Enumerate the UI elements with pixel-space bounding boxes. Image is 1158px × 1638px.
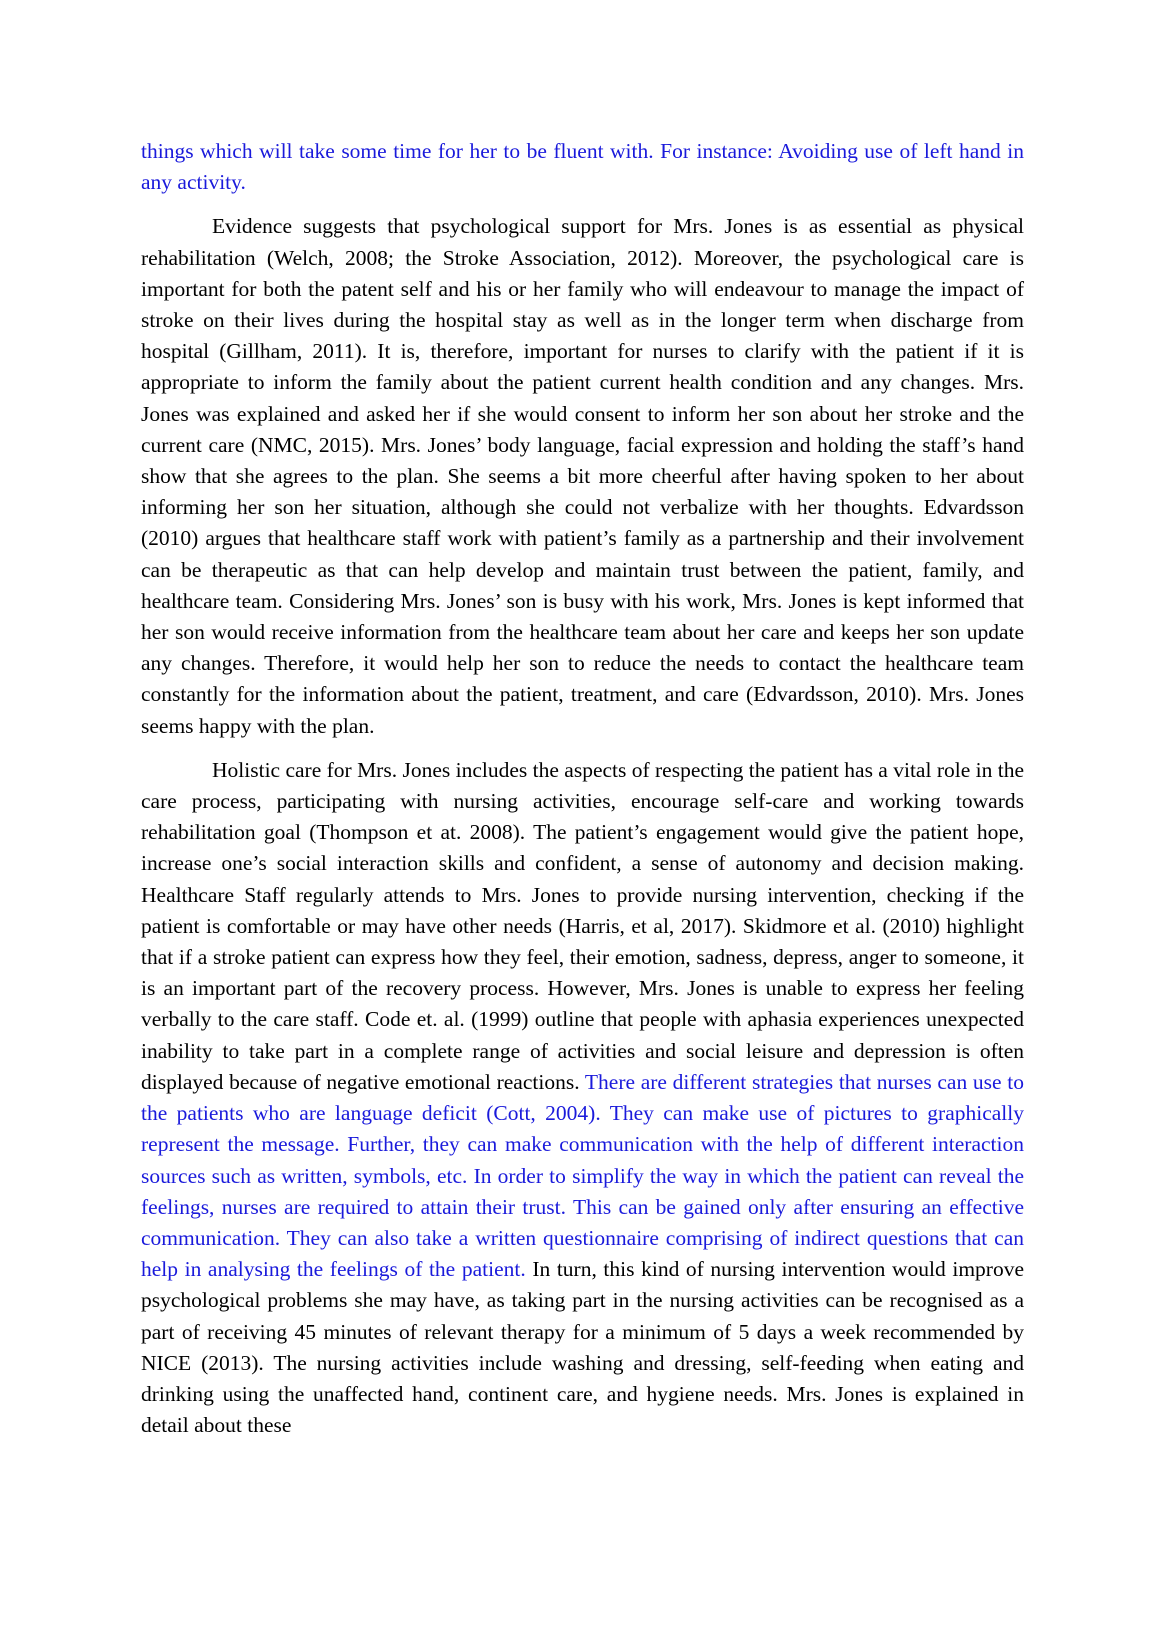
paragraph-holistic-care (141, 755, 1024, 1441)
body-text: Holistic care for Mrs. Jones includes the aspects of respecting the patient has a vital role in the care process, participating with nursing activities, encourage self-care and working towards rehabilitation goal (Thompson et at. 2008). The patient’s engagement would give the patient hope, increase one’s social interaction skills and confident, a sense of autonomy and decision making. Healthcare Staff regularly attends to Mrs. Jones to provide nursing intervention, checking if the patient is comfortable or may have other needs (Harris, et al, 2017). Skidmore et al. (2010) highlight that if a stroke patient can express how they feel, their emotion, sadness, depress, anger to someone, it is an important part of the recovery process. However, Mrs. Jones is unable to express her feeling verbally to the care staff. Code et. al. (1999) outline that people with aphasia experiences unexpected inability to take part in a complete range of activities and social leisure and depression is often displayed because of negative emotional reactions. (141, 757, 1024, 1094)
highlighted-text: things which will take some time for her to be fluent with. For instance: Avoiding use of left hand in any activity. (141, 139, 1024, 195)
body-text: Evidence suggests that psychological support for Mrs. Jones is as essential as physical rehabilitation (Welch, 2008; the Stroke Association, 2012). Moreover, the psychological care is important for both the patent self and his or her family who will endeavour to manage the impact of stroke on their lives during the hospital stay as well as in the longer term when discharge from hospital (Gillham, 2011). It is, therefore, important for nurses to clarify with the patient if it is appropriate to inform the family about the patient current health condition and any changes. Mrs. Jones was explained and asked her if she would consent to inform her son about her stroke and the current care (NMC, 2015). Mrs. Jones’ body language, facial expression and holding the staff’s hand show that she agrees to the plan. She seems a bit more cheerful after having spoken to her about informing her son her situation, although she could not verbalize with her thoughts. Edvardsson (2010) argues that healthcare staff work with patient’s family as a partnership and their involvement can be therapeutic as that can help develop and maintain trust between the patient, family, and healthcare team. Considering Mrs. Jones’ son is busy with his work, Mrs. Jones is kept informed that her son would receive information from the healthcare team about her care and keeps her son update any changes. Therefore, it would help her son to reduce the needs to contact the healthcare team constantly for the information about the patient, treatment, and care (Edvardsson, 2010). Mrs. Jones seems happy with the plan. (141, 214, 1024, 738)
paragraph-psychological-support (141, 211, 1024, 741)
highlighted-text: There are different strategies that nurses can use to the patients who are language deficit (Cott, 2004). They can make use of pictures to graphically represent the message. Further, they can make communication with the help of different interaction sources such as written, symbols, etc. In order to simplify the way in which the patient can reveal the feelings, nurses are required to attain their trust. This can be gained only after ensuring an effective communication. They can also take a written questionnaire comprising of indirect questions that can help in analysing the feelings of the patient. (141, 1069, 1024, 1282)
paragraph-continuation (141, 136, 1024, 198)
document-page (141, 136, 1024, 1454)
body-text: In turn, this kind of nursing intervention would improve psychological problems she may have, as taking part in the nursing activities can be recognised as a part of receiving 45 minutes of relevant therapy for a minimum of 5 days a week recommended by NICE (2013). The nursing activities include washing and dressing, self-feeding when eating and drinking using the unaffected hand, continent care, and hygiene needs. Mrs. Jones is explained in detail about these (141, 1257, 1024, 1438)
